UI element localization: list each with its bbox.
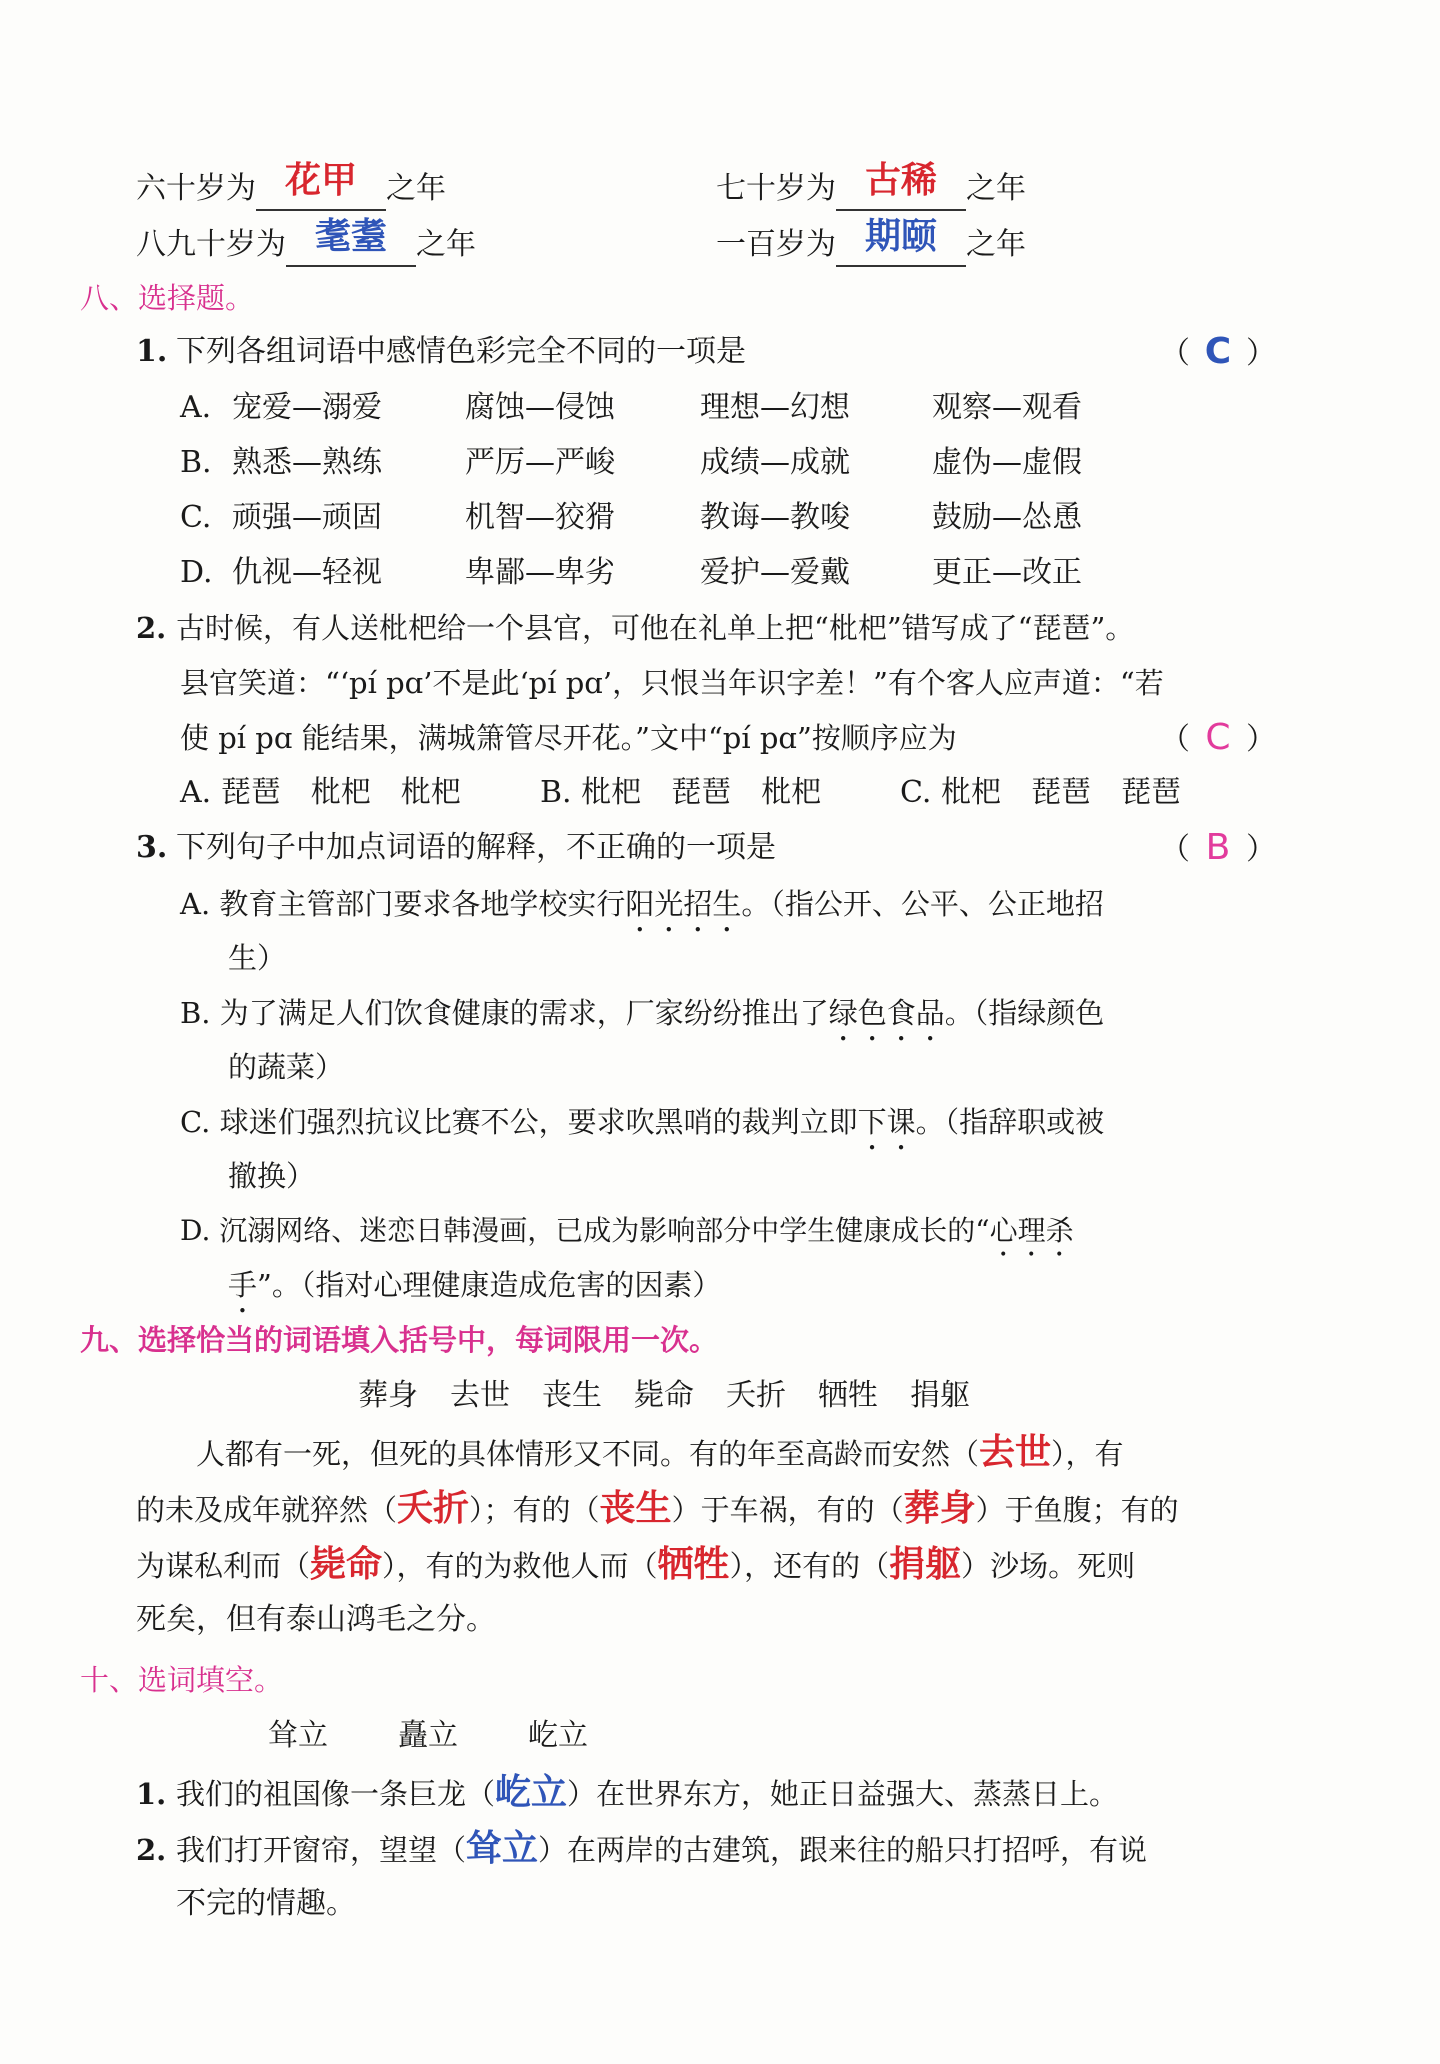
q3-option-c: C. 球迷们强烈抗议比赛不公，要求吹黑哨的裁判立即下课。（指辞职或被 (180, 1105, 1105, 1139)
q3-option-a: A. 教育主管部门要求各地学校实行阳光招生。（指公开、公平、公正地招 (180, 887, 1104, 921)
age-row-70: 七十岁为 古稀 之年 (716, 166, 1026, 211)
q2-option-b: B. 枇杷 琵琶 枇杷 (540, 775, 822, 810)
q2-line2: 县官笑道：“‘pí pɑ’不是此‘pí pɑ’，只恨当年识字差！”有个客人应声道：“若 (180, 666, 1164, 700)
q2-option-c: C. 枇杷 琵琶 琵琶 (900, 775, 1181, 810)
q3-answer-paren: （ B ） (1160, 827, 1276, 868)
answer-xisheng: 牺牲 (657, 1543, 730, 1585)
s10-q2: 2. 我们打开窗帘，望望（耸立）在两岸的古建筑，跟来往的船只打招呼，有说 (136, 1827, 1148, 1869)
section-9-word-bank: 葬身 去世 丧生 毙命 夭折 牺牲 捐躯 (358, 1378, 970, 1413)
q3-answer: B (1205, 827, 1231, 868)
q3-option-c-cont: 撤换） (228, 1159, 316, 1193)
section-9-line2: 的未及成年就猝然（夭折）；有的（丧生）于车祸，有的（葬身）于鱼腹；有的 (136, 1487, 1179, 1529)
q1-option-c: C. 顽强—顽固 机智—狡猾 教诲—教唆 鼓励—怂恿 (180, 500, 1082, 535)
q3-option-d-cont: 手”。（指对心理健康造成危害的因素） (228, 1268, 722, 1302)
dotted-term: 绿色食品 (828, 996, 945, 1030)
s10-q2-cont: 不完的情趣。 (176, 1886, 356, 1921)
section-9-line4: 死矣，但有泰山鸿毛之分。 (136, 1602, 496, 1637)
q3-option-a-cont: 生） (228, 941, 287, 975)
dotted-term: 手 (228, 1268, 258, 1302)
section-9-title: 九、选择恰当的词语填入括号中，每词限用一次。 (80, 1323, 719, 1357)
q3-stem: 3. 下列句子中加点词语的解释，不正确的一项是 (136, 830, 776, 865)
answer-huajia: 花甲 (284, 159, 357, 201)
s10-q1: 1. 我们的祖国像一条巨龙（屹立）在世界东方，她正日益强大、蒸蒸日上。 (136, 1771, 1119, 1813)
q1-option-d: D. 仇视—轻视 卑鄙—卑劣 爱护—爱戴 更正—改正 (180, 555, 1082, 590)
dotted-term: 心理杀 (989, 1214, 1074, 1247)
answer-maodie: 耄耋 (314, 215, 387, 257)
section-8-title: 八、选择题。 (80, 281, 255, 315)
answer-zangshen: 葬身 (903, 1487, 976, 1529)
age-row-100: 一百岁为 期颐 之年 (716, 222, 1026, 267)
dotted-term: 下课 (857, 1105, 916, 1139)
answer-guxi: 古稀 (864, 159, 937, 201)
q2-line1: 2. 古时候，有人送枇杷给一个县官，可他在礼单上把“枇杷”错写成了“琵琶”。 (136, 611, 1135, 645)
age-row-60: 六十岁为 花甲 之年 (136, 166, 446, 211)
q1-stem: 1. 下列各组词语中感情色彩完全不同的一项是 (136, 334, 746, 369)
q3-option-d: D. 沉溺网络、迷恋日韩漫画，已成为影响部分中学生健康成长的“心理杀 (180, 1214, 1074, 1247)
answer-songli: 耸立 (466, 1827, 539, 1869)
q1-answer-paren: （ C ） (1160, 331, 1276, 372)
age-row-8090: 八九十岁为 耄耋 之年 (136, 222, 476, 267)
q2-answer: C (1205, 717, 1231, 758)
answer-yili: 屹立 (495, 1771, 568, 1813)
q2-option-a: A. 琵琶 枇杷 枇杷 (180, 775, 461, 810)
q2-answer-paren: （ C ） (1160, 717, 1276, 758)
q1-answer: C (1204, 331, 1232, 372)
section-9-line1: 人都有一死，但死的具体情形又不同。有的年至高龄而安然（去世），有 (196, 1431, 1124, 1473)
q2-options (180, 773, 1181, 813)
answer-sangsheng: 丧生 (599, 1487, 672, 1529)
section-9-line3: 为谋私利而（毙命），有的为救他人而（牺牲），还有的（捐躯）沙场。死则 (136, 1543, 1136, 1585)
q2-line3: 使 pí pɑ 能结果，满城箫管尽开花。”文中“pí pɑ”按顺序应为 (180, 721, 957, 755)
q1-option-a: A. 宠爱—溺爱 腐蚀—侵蚀 理想—幻想 观察—观看 (180, 390, 1082, 425)
q3-option-b: B. 为了满足人们饮食健康的需求，厂家纷纷推出了绿色食品。（指绿颜色 (180, 996, 1105, 1030)
section-10-word-bank: 耸立 矗立 屹立 (268, 1718, 588, 1753)
section-10-title: 十、选词填空。 (80, 1663, 284, 1697)
dotted-term: 阳光招生 (625, 887, 742, 921)
answer-qiyi: 期颐 (864, 215, 937, 257)
answer-juanqu: 捐躯 (889, 1543, 962, 1585)
q1-option-b: B. 熟悉—熟练 严厉—严峻 成绩—成就 虚伪—虚假 (180, 445, 1082, 480)
answer-yaozhe: 夭折 (397, 1487, 470, 1529)
answer-qushi: 去世 (979, 1431, 1052, 1473)
q3-option-b-cont: 的蔬菜） (228, 1050, 345, 1084)
answer-biming: 毙命 (310, 1543, 383, 1585)
